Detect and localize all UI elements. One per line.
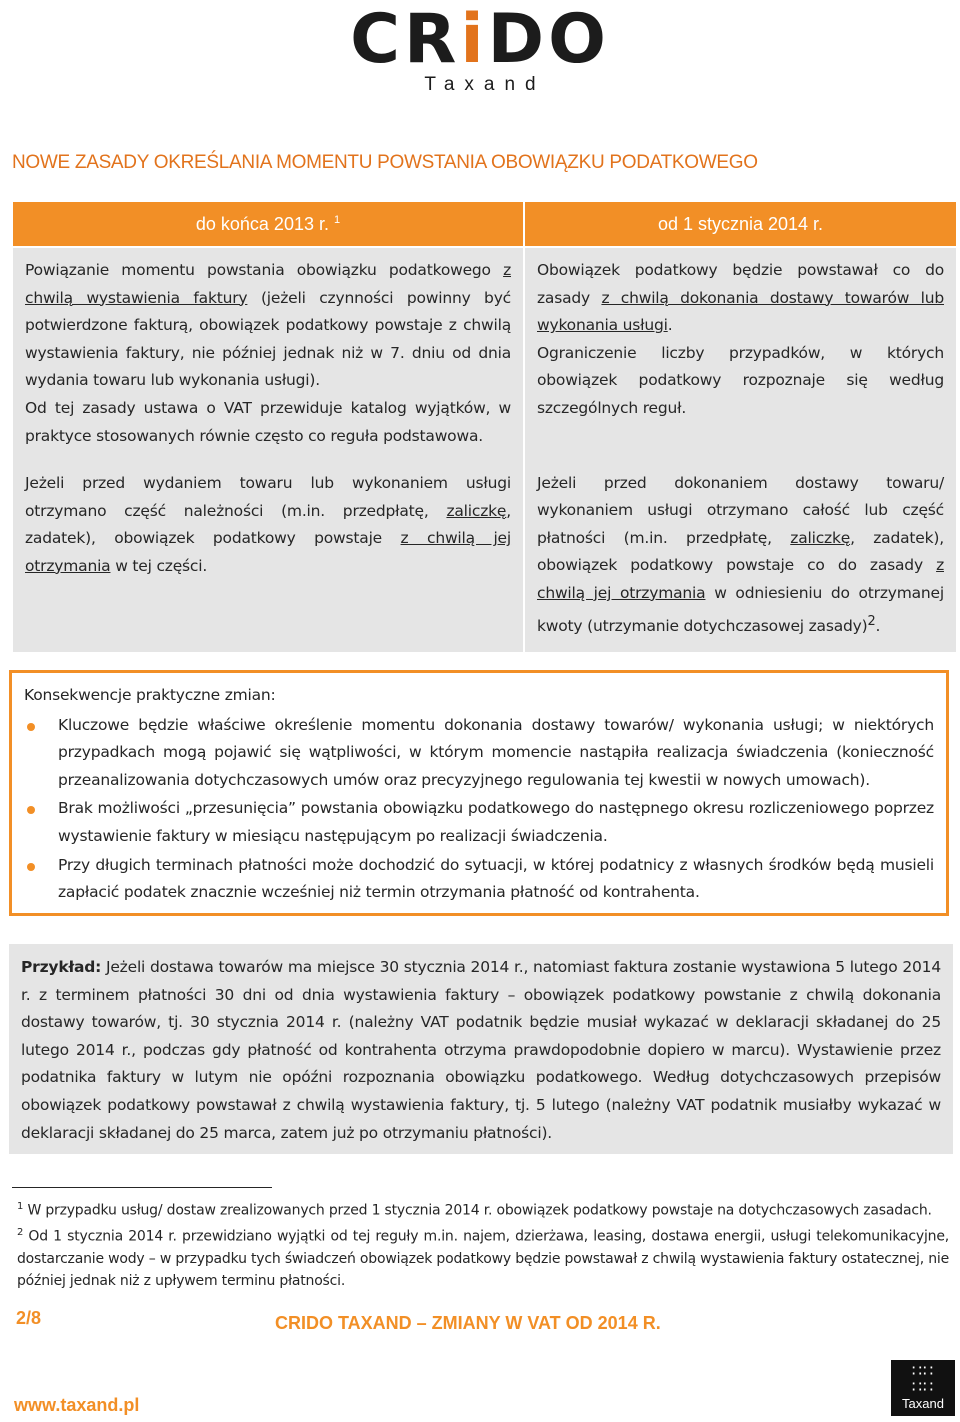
example-label: Przykład: bbox=[21, 958, 102, 976]
consequences-box bbox=[9, 670, 949, 916]
before-paragraph-3: Jeżeli przed wydaniem towaru lub wykonaniem usługi otrzymano część należności (m.in. przedpłatę, zaliczkę, zadatek), obowiązek podatkowy powstaje z chwilą jej otrzymania w tej części. bbox=[25, 474, 512, 575]
footnote-2: $^2$ Od 1 stycznia 2014 r. przewidziano wyjątki od tej reguły m.in. najem, dzierżawa, leasing, dostawa energii, usługi telekomunikacyjne, dostarczanie wody – w przypadku tych świadczeń obowiązek podatkowy będzie powstawał z chwilą wystawienia faktury ostatecznej, nie później jednak niż z upływem terminu płatności. bbox=[17, 1227, 949, 1289]
footnote-separator bbox=[12, 1187, 272, 1188]
taxand-dots-icon: ∷∷ ∷∷ bbox=[911, 1363, 935, 1396]
footnote-1: $^1$ W przypadku usług/ dostaw zrealizowanych przed 1 stycznia 2014 r. obowiązek podatkowy powstaje na dotychczasowych zasadach. bbox=[17, 1201, 932, 1219]
before-paragraph-1: Powiązanie momentu powstania obowiązku podatkowego z chwilą wystawienia faktury (jeżeli czynności powinny być potwierdzone fakturą, obowiązek podatkowy powstaje z chwilą wystawienia faktury, nie później jednak niż w 7. dniu od dnia wydania towaru lub wykonania usługi). bbox=[25, 261, 511, 390]
list-item: Brak możliwości „przesunięcia” powstania obowiązku podatkowego do następnego okresu rozliczeniowego poprzez wystawienie faktury w miesiącu następującym po realizacji świadczenia. bbox=[24, 795, 934, 850]
taxand-logo-text: Taxand bbox=[902, 1396, 944, 1411]
example-box bbox=[9, 944, 953, 1154]
bullet-icon bbox=[27, 863, 35, 871]
consequences-heading: Konsekwencje praktyczne zmian: bbox=[24, 686, 276, 704]
page-number: 2/8 bbox=[16, 1308, 42, 1328]
column-header-before: do końca 2013 r. $^1$ bbox=[13, 202, 523, 246]
column-after bbox=[525, 248, 956, 652]
after-paragraph-3: Jeżeli przed dokonaniem dostawy towaru/ wykonaniem usługi otrzymano całość lub część płatności (m.in. przedpłatę, zaliczkę, zadatek), obowiązek podatkowy powstaje co do zasady z chwilą jej otrzymania w odniesieniu do otrzymanej kwoty (utrzymanie dotychczasowej zasady)$^2$. bbox=[537, 473, 945, 635]
website-link[interactable]: www.taxand.pl bbox=[14, 1395, 140, 1415]
after-paragraph-2: Ograniczenie liczby przypadków, w których obowiązek podatkowy rozpoznaje się według szczególnych reguł. bbox=[537, 343, 944, 417]
column-before bbox=[13, 248, 523, 652]
footnotes bbox=[17, 1196, 949, 1293]
bullet-icon bbox=[27, 806, 35, 814]
example-text: Jeżeli dostawa towarów ma miejsce 30 stycznia 2014 r., natomiast faktura zostanie wystawiona 5 lutego 2014 r. z terminem płatności 30 dni od dnia wystawienia faktury – obowiązek podatkowy powstanie z chwilą dokonania dostawy towarów, tj. 30 stycznia 2014 r. (należny VAT podatnik będzie musiał wykazać w deklaracji składanej do 25 lutego 2014 r., podczas gdy płatność od kontrahenta otrzyma prawdopodobnie dopiero w marcu). Wystawienie przez podatnika faktury w lutym nie opóźni rozpoznania obowiązku podatkowego. Według dotychczasowych przepisów obowiązek podatkowy powstawał z chwilą wystawienia faktury, tj. 5 lutego (należny VAT podatnik musiałby wykazać w deklaracji składanej do 25 marca, zatem już po otrzymaniu płatności). bbox=[21, 958, 942, 1142]
after-paragraph-1: Obowiązek podatkowy będzie powstawał co do zasady z chwilą dokonania dostawy towarów lub wykonania usługi. bbox=[537, 261, 944, 335]
before-paragraph-2: Od tej zasady ustawa o VAT przewiduje katalog wyjątków, w praktyce stosowanych równie często co reguła podstawowa. bbox=[25, 398, 511, 445]
list-item: Przy długich terminach płatności może dochodzić do sytuacji, w której podatnicy z własnych środków będą musieli zapłacić podatek znacznie wcześniej niż termin otrzymania płatność od kontrahenta. bbox=[24, 852, 934, 907]
footnote-ref-2: 2 bbox=[867, 613, 876, 629]
crido-logo-wordmark: CRiDO bbox=[350, 0, 610, 79]
consequences-list bbox=[24, 712, 934, 907]
document-title: NOWE ZASADY OKREŚLANIA MOMENTU POWSTANIA OBOWIĄZKU PODATKOWEGO bbox=[12, 152, 758, 173]
column-header-after: od 1 stycznia 2014 r. bbox=[525, 202, 956, 246]
list-item: Kluczowe będzie właściwe określenie momentu dokonania dostawy towarów/ wykonania usługi; w niektórych przypadkach mogą pojawić się wątpliwości, w którym momencie nastąpiła realizacja świadczenia (konieczność przeanalizowania dotychczasowych umów oraz precyzyjnego regulowania tej kwestii w nowych umowach). bbox=[24, 712, 934, 795]
crido-logo-subtitle: Taxand bbox=[424, 74, 546, 95]
crido-logo bbox=[0, 0, 960, 100]
footnote-ref-1: 1 bbox=[334, 213, 341, 226]
footer-title: CRIDO TAXAND – ZMIANY W VAT OD 2014 R. bbox=[275, 1313, 661, 1333]
comparison-table bbox=[11, 200, 958, 654]
bullet-icon bbox=[27, 723, 35, 731]
taxand-logo bbox=[891, 1360, 955, 1416]
